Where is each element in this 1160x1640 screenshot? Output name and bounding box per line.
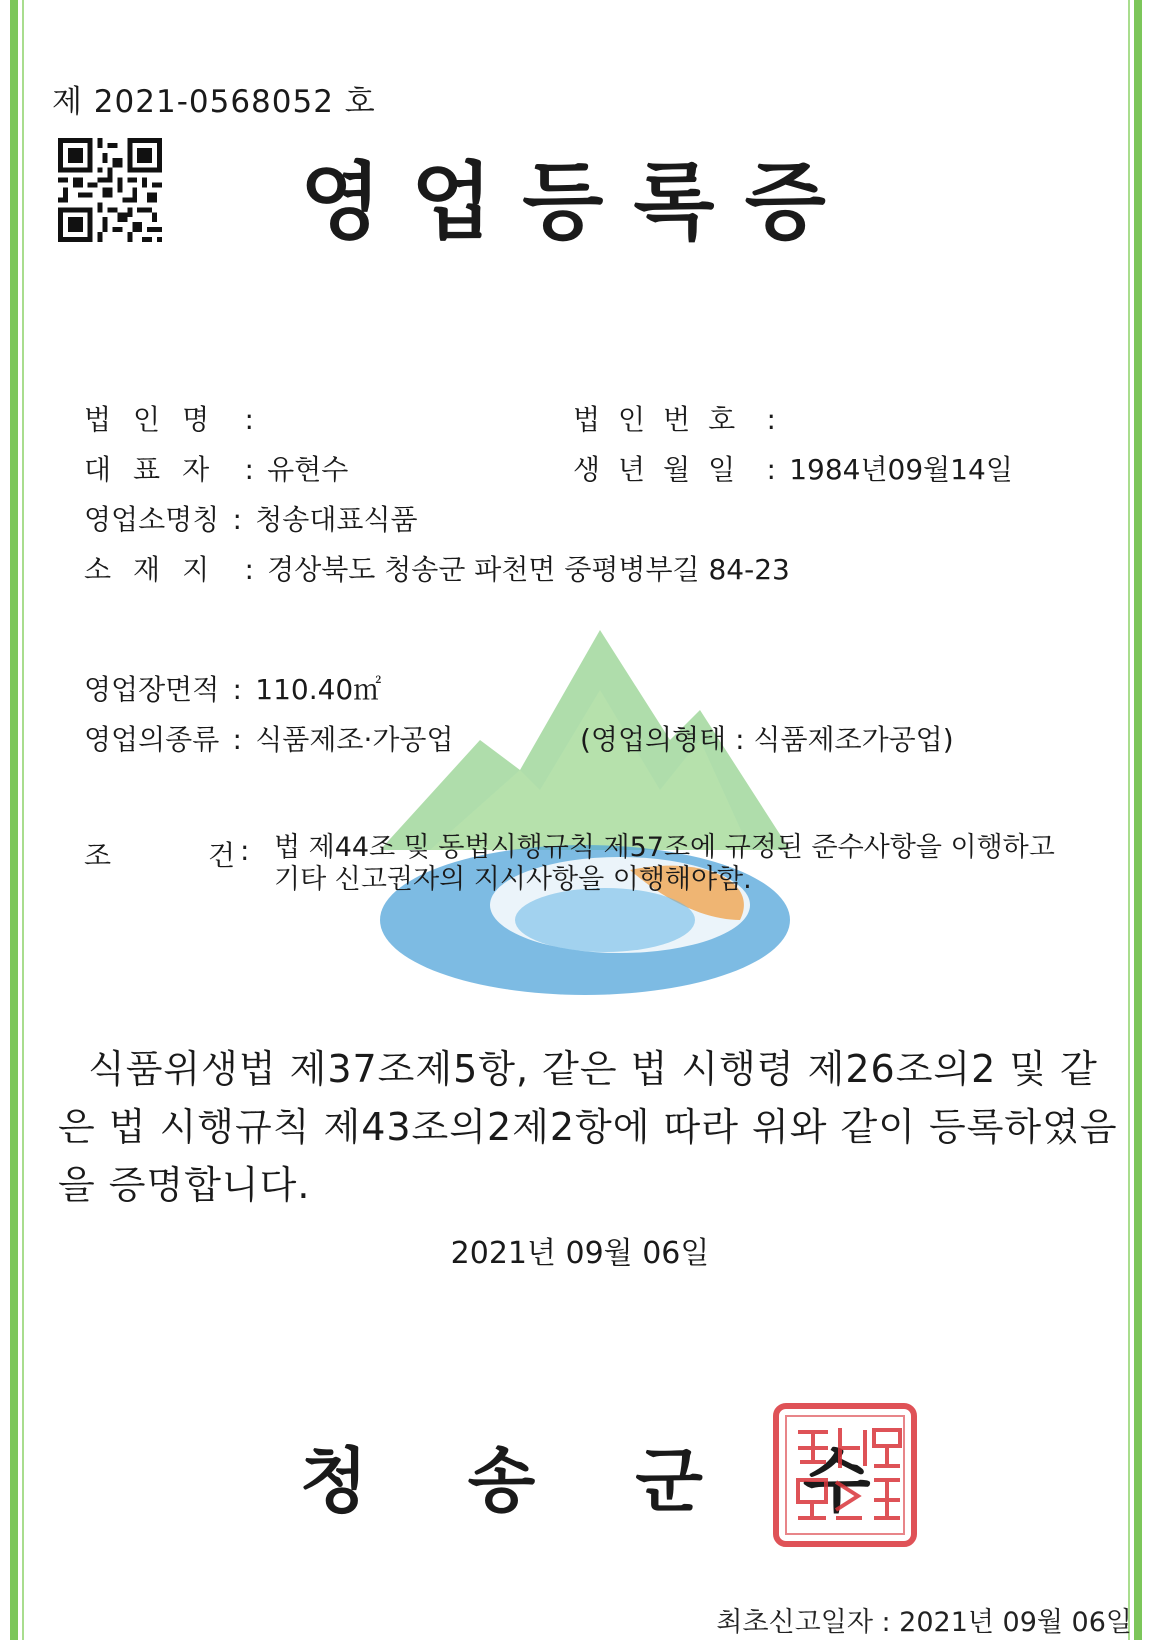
condition-label-char-1: 조 <box>84 839 112 872</box>
representative-value: 유현수 <box>267 453 349 486</box>
business-name-value: 청송대표식품 <box>255 503 418 536</box>
right-green-border <box>1134 0 1142 1640</box>
qr-code-icon <box>58 138 162 242</box>
colon: : <box>244 553 254 586</box>
address-label: 소재지 <box>84 553 232 586</box>
colon: : <box>232 503 242 536</box>
business-form-value: (영업의형태 : 식품제조가공업) <box>580 723 954 756</box>
colon: : <box>766 453 776 486</box>
cheongsong-county-logo <box>370 620 800 1000</box>
address-value: 경상북도 청송군 파천면 중평병부길 84-23 <box>267 553 790 586</box>
certification-statement: 식품위생법 제37조제5항, 같은 법 시행령 제26조의2 및 같은 법 시행규칙 제43조의2제2항에 따라 위와 같이 등록하였음을 증명합니다. <box>58 1047 1118 1207</box>
issuer-name: 청송군수 <box>300 1440 971 1522</box>
registration-number: 제 2021-0568052 호 <box>52 84 376 120</box>
area-value: 110.40㎡ <box>255 673 382 706</box>
business-type-label: 영업의종류 <box>84 723 220 756</box>
area-label: 영업장면적 <box>84 673 220 706</box>
business-type-row <box>84 718 454 758</box>
left-green-border-inner <box>22 0 24 1640</box>
representative-row <box>84 448 348 488</box>
colon: : <box>232 723 242 756</box>
left-green-border <box>10 0 18 1640</box>
birth-value: 1984년09월14일 <box>789 453 1013 486</box>
birth-row <box>573 448 1013 488</box>
representative-label: 대표자 <box>84 453 232 486</box>
certificate-title: 영업등록증 <box>300 153 856 251</box>
colon: : <box>240 834 250 867</box>
right-green-border-inner <box>1128 0 1130 1640</box>
birth-label: 생년월일 <box>573 453 754 486</box>
colon: : <box>244 453 254 486</box>
official-seal-stamp <box>770 1400 920 1550</box>
corp-name-row <box>84 398 267 438</box>
business-name-label: 영업소명칭 <box>84 503 220 536</box>
corp-name-label: 법인명 <box>84 403 232 436</box>
corp-no-label: 법인번호 <box>573 403 754 436</box>
business-name-row <box>84 498 418 538</box>
condition-label-char-2: 건 <box>208 839 236 872</box>
colon: : <box>766 403 776 436</box>
condition-label <box>84 834 236 874</box>
colon: : <box>244 403 254 436</box>
address-row <box>84 548 790 588</box>
issue-date: 2021년 09월 06일 <box>450 1236 710 1271</box>
first-report-date: 최초신고일자 : 2021년 09월 06일 <box>716 1607 1132 1638</box>
condition-value: 법 제44조 및 동법시행규칙 제57조에 규정된 준수사항을 이행하고 기타 신고권자의 지시사항을 이행해야함. <box>274 832 1055 895</box>
business-type-value: 식품제조·가공업 <box>255 723 454 756</box>
colon: : <box>232 673 242 706</box>
corp-no-row <box>573 398 789 438</box>
area-row <box>84 668 381 708</box>
